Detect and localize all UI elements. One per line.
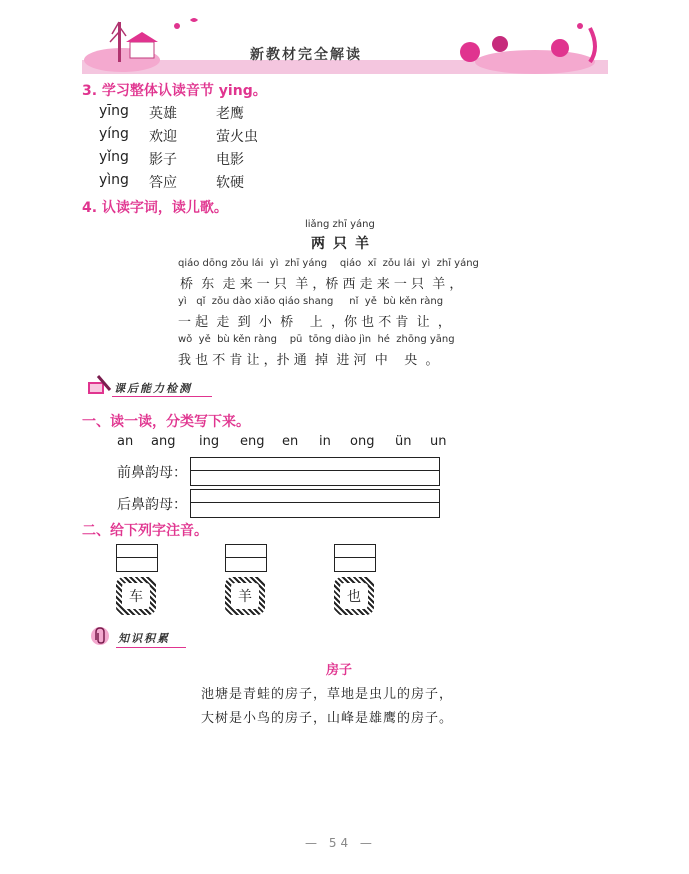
vowel-item: un (430, 434, 447, 449)
front-nasal-answer-field[interactable] (190, 457, 440, 486)
story-title: 房子 (326, 663, 353, 678)
poem-line-2-pinyin: yì qǐ zǒu dào xiǎo qiáo shang nǐ yě bù kěn ràng (178, 296, 444, 307)
pinyin-write-box-3[interactable] (334, 544, 376, 572)
ying-word-1: 英雄 (149, 106, 177, 122)
back-nasal-answer-field[interactable] (190, 489, 440, 518)
vowel-item: an (117, 434, 134, 449)
char-box-3 (334, 577, 374, 615)
page-number: — 54 — (305, 836, 376, 850)
ying-pinyin: yìng (99, 172, 129, 188)
poem-line-1-pinyin: qiáo dōng zǒu lái yì zhī yáng qiáo xī zǒu lái yì zhī yáng (178, 258, 479, 269)
ying-word-2: 软硬 (216, 175, 244, 191)
exercise2-title: 二、给下列字注音。 (82, 523, 208, 539)
char-label: 车 (122, 583, 150, 609)
back-nasal-label: 后鼻韵母： (117, 497, 187, 513)
vowel-item: en (282, 434, 299, 449)
vowel-item: ün (395, 434, 412, 449)
paperclip-icon (88, 624, 112, 648)
char-label: 羊 (231, 583, 259, 609)
ying-row-4 (99, 172, 399, 192)
header-title: 新教材完全解读 (250, 47, 362, 63)
section4-title: 4. 认读字词，读儿歌。 (82, 200, 228, 216)
tag-knowledge: 知识积累 (118, 632, 170, 645)
vowel-item: ing (199, 434, 220, 449)
poem-line-2: 一 起 走 到 小 桥 上 ，你 也 不 肯 让 ， (178, 315, 451, 330)
ying-pinyin: yíng (99, 126, 129, 142)
section3-title: 3. 学习整体认读音节 ying。 (82, 83, 267, 99)
story-line-2: 大树是小鸟的房子，山峰是雄鹰的房子。 (201, 711, 454, 726)
tag-underline (116, 647, 186, 648)
house-tree-decoration-icon (82, 12, 222, 74)
ying-word-2: 老鹰 (216, 106, 244, 122)
ying-word-1: 答应 (149, 175, 177, 191)
vowel-item: eng (240, 434, 265, 449)
tag-after-class: 课后能力检测 (114, 382, 192, 395)
vowel-item: in (319, 434, 331, 449)
char-label: 也 (340, 583, 368, 609)
vowel-item: ong (350, 434, 375, 449)
front-nasal-label: 前鼻韵母： (117, 465, 187, 481)
ying-word-1: 欢迎 (149, 129, 177, 145)
tag-underline (112, 396, 212, 397)
ying-row-2 (99, 126, 399, 146)
vowel-item: ang (151, 434, 176, 449)
vowel-list (117, 434, 477, 452)
ying-pinyin: yǐng (99, 149, 129, 165)
book-pencil-icon (86, 374, 112, 398)
story-line-1: 池塘是青蛙的房子，草地是虫儿的房子， (201, 687, 454, 702)
poem-title-pinyin: liǎng zhī yáng (305, 219, 375, 230)
pinyin-write-box-1[interactable] (116, 544, 158, 572)
poem-title: 两只羊 (311, 236, 377, 252)
poem-line-3-pinyin: wǒ yě bù kěn ràng pū tōng diào jìn hé zhōng yāng (178, 334, 455, 345)
poem-line-1: 桥 东 走 来 一 只 羊 ，桥 西 走 来 一 只 羊 ， (180, 277, 463, 292)
char-box-2 (225, 577, 265, 615)
ying-word-2: 萤火虫 (216, 129, 258, 145)
char-box-1 (116, 577, 156, 615)
flower-decoration-icon (440, 18, 608, 74)
exercise1-title: 一、读一读，分类写下来。 (82, 414, 250, 430)
ying-pinyin: yīng (99, 103, 129, 119)
poem-line-3: 我 也 不 肯 让 ，扑 通 掉 进 河 中 央 。 (178, 353, 439, 368)
ying-row-1 (99, 103, 399, 123)
ying-word-1: 影子 (149, 152, 177, 168)
ying-row-3 (99, 149, 399, 169)
ying-word-2: 电影 (216, 152, 244, 168)
pinyin-write-box-2[interactable] (225, 544, 267, 572)
